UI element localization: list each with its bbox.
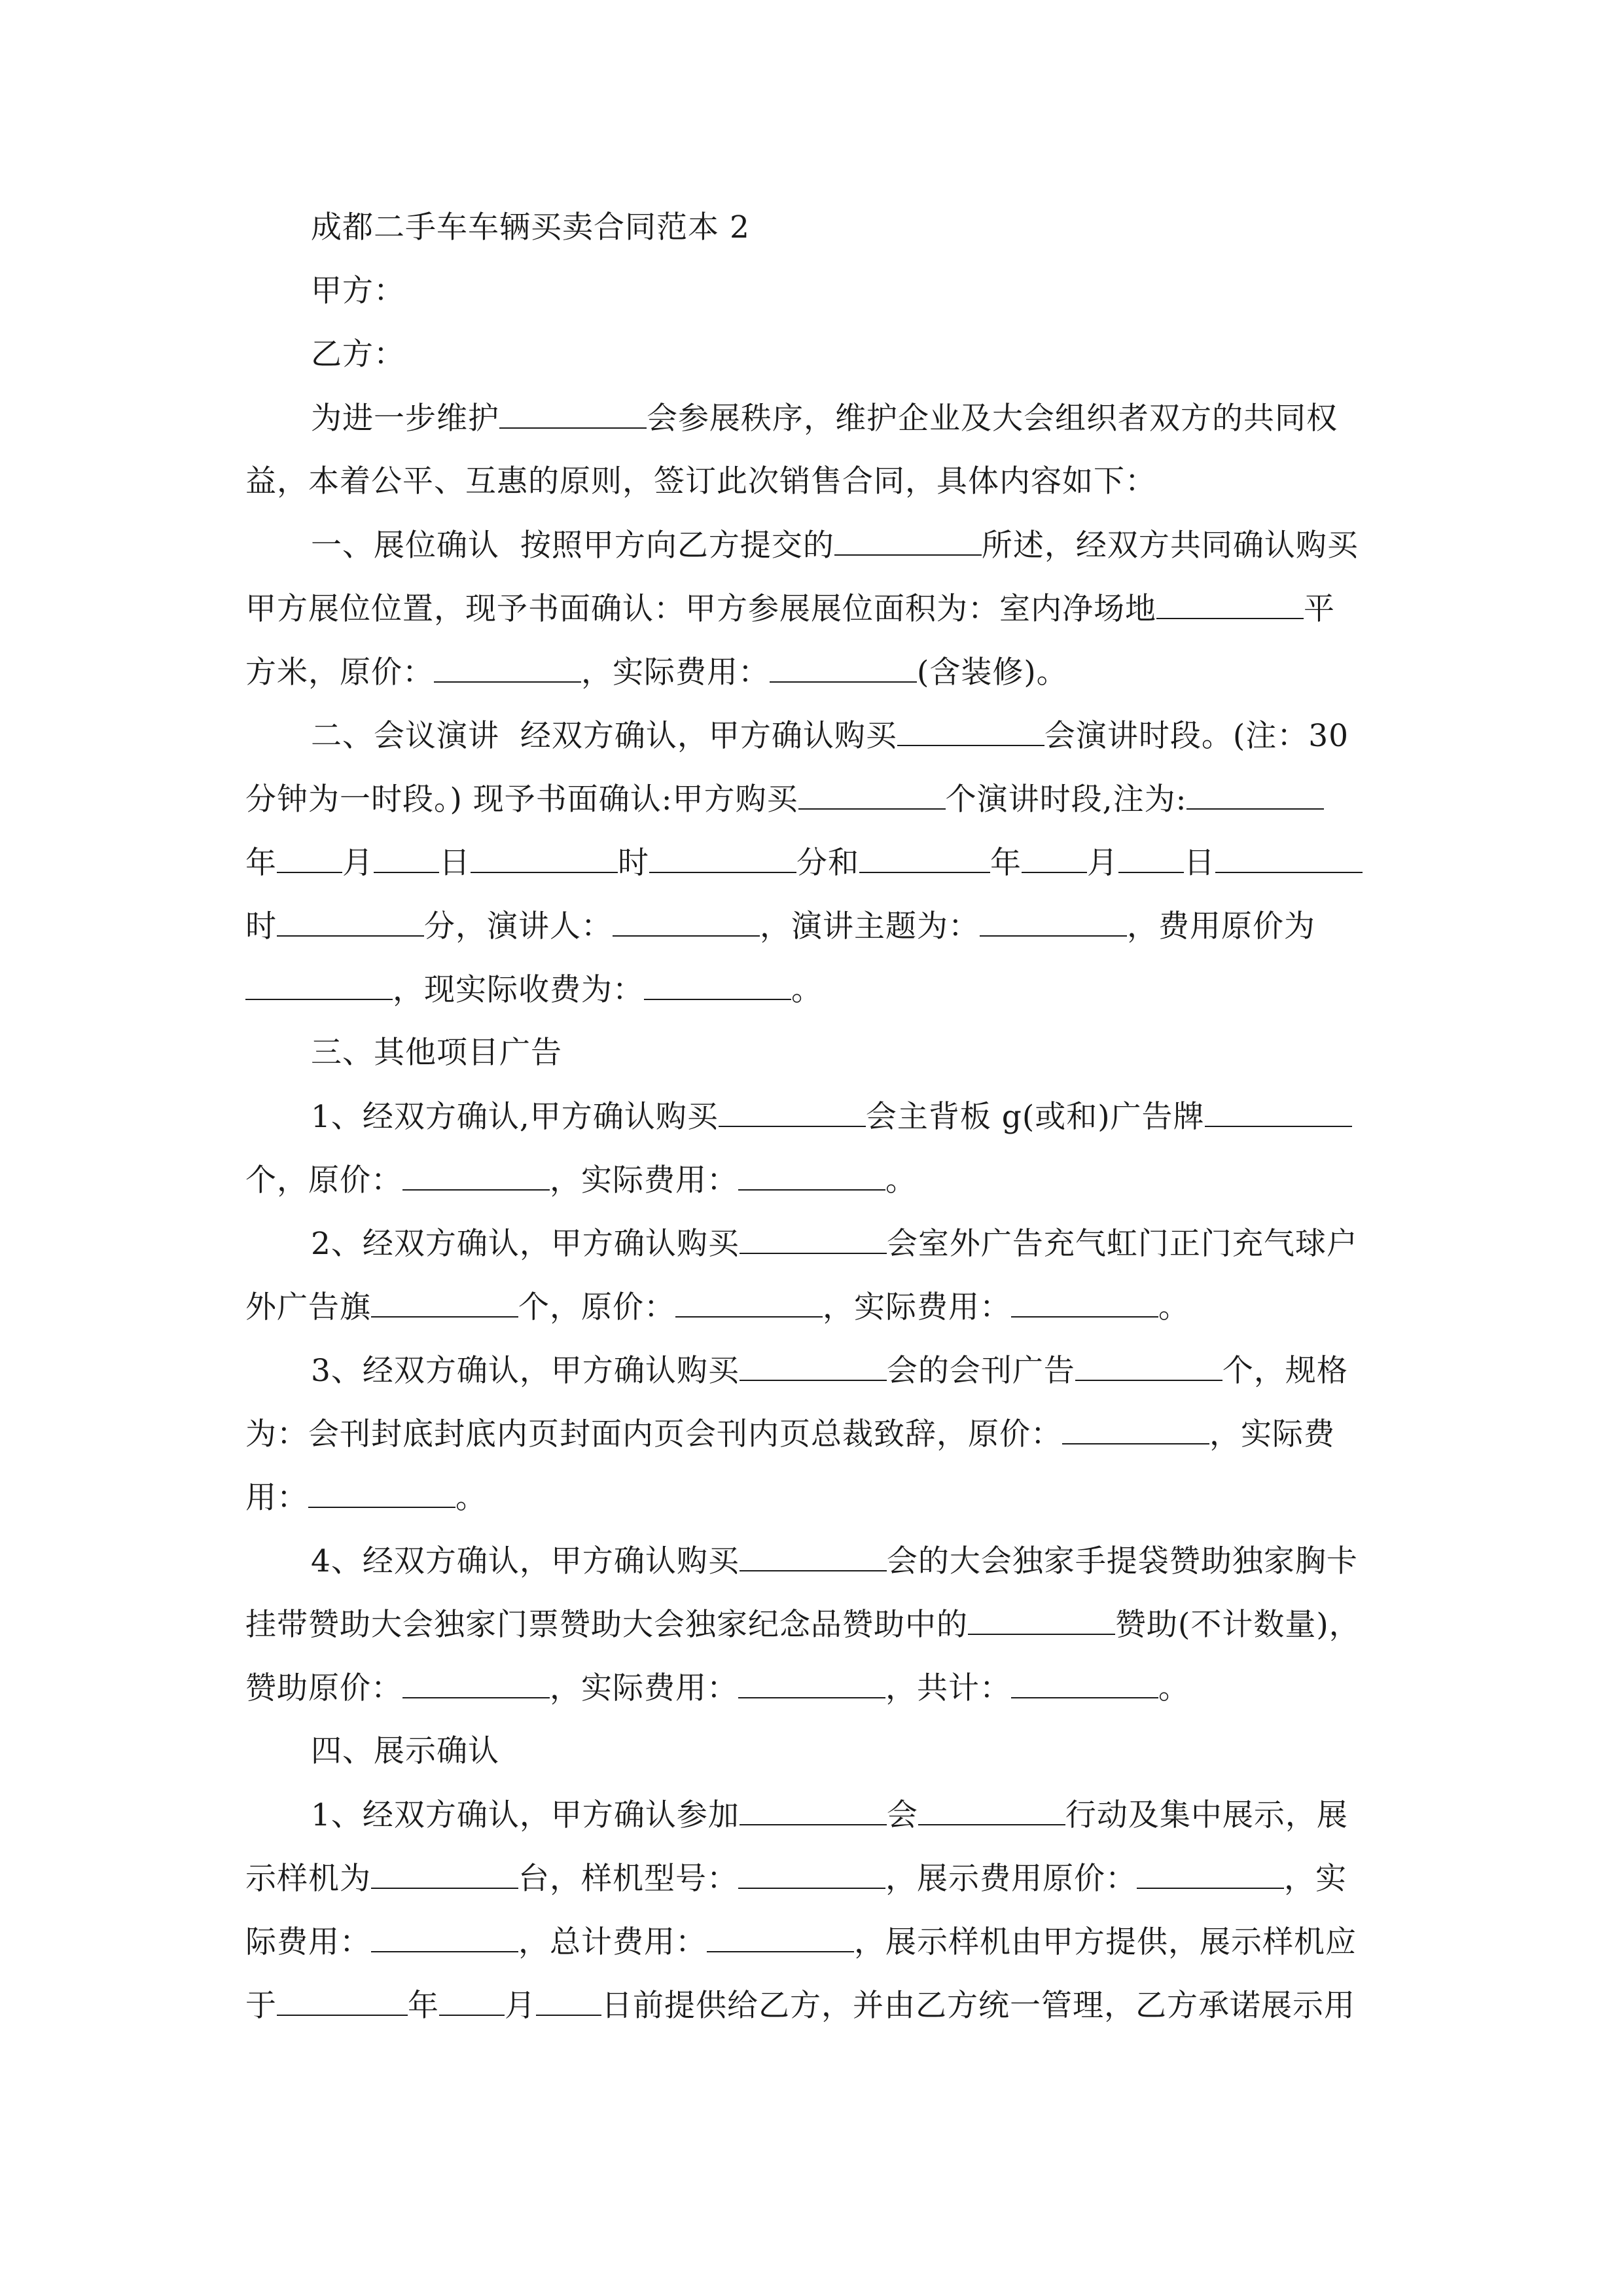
fill-in-blank[interactable] [740, 1795, 887, 1825]
text-line-l17 [311, 1224, 1358, 1264]
text-line-l27 [245, 1859, 1347, 1899]
line-text: 分钟为一时段。) 现予书面确认:甲方购买 [245, 781, 798, 817]
line-text: 际费用： [245, 1924, 371, 1960]
line-text: 平 [1304, 591, 1335, 627]
fill-in-blank[interactable] [1137, 1859, 1284, 1889]
fill-in-blank[interactable] [738, 1160, 885, 1191]
text-line-l09 [311, 716, 1349, 756]
fill-in-blank[interactable] [374, 843, 439, 873]
fill-in-blank[interactable] [719, 1097, 866, 1127]
text-line-l13 [245, 970, 823, 1010]
line-text: 日 [1184, 845, 1215, 881]
line-text: 示样机为 [245, 1861, 371, 1897]
text-line-l22 [311, 1541, 1358, 1581]
fill-in-blank[interactable] [434, 653, 581, 683]
fill-in-blank[interactable] [402, 1668, 550, 1698]
line-text: 分，演讲人： [424, 908, 613, 944]
fill-in-blank[interactable] [770, 653, 917, 683]
line-text: ，实 [1284, 1861, 1347, 1897]
text-line-l28 [245, 1922, 1357, 1962]
line-text: ，总计费用： [518, 1924, 707, 1960]
line-text: 个，规格 [1222, 1353, 1348, 1389]
text-line-l26 [311, 1795, 1348, 1835]
fill-in-blank[interactable] [740, 1541, 887, 1571]
line-text: 年 [245, 845, 277, 881]
line-text: 会的会刊广告 [886, 1353, 1075, 1389]
fill-in-blank[interactable] [738, 1668, 885, 1698]
line-text: 赞助原价： [245, 1670, 402, 1706]
line-text: 月 [1087, 845, 1118, 881]
fill-in-blank[interactable] [613, 906, 760, 937]
line-text: (含装修)。 [917, 655, 1068, 691]
line-text: 行动及集中展示，展 [1065, 1797, 1348, 1833]
fill-in-blank[interactable] [738, 1859, 885, 1889]
line-text: 乙方： [311, 336, 405, 372]
text-line-l29 [245, 1986, 1355, 2026]
line-text: 时 [618, 845, 649, 881]
text-line-l03 [311, 335, 405, 374]
fill-in-blank[interactable] [707, 1922, 854, 1952]
line-text: 1、经双方确认,甲方确认购买 [311, 1099, 719, 1135]
line-text: ，共计： [885, 1670, 1011, 1706]
line-text: 外广告旗 [245, 1289, 371, 1325]
line-text: 赞助(不计数量)， [1115, 1607, 1361, 1643]
text-line-l18 [245, 1287, 1190, 1327]
fill-in-blank[interactable] [834, 526, 982, 556]
line-text: ，展示样机由甲方提供，展示样机应 [854, 1924, 1357, 1960]
text-line-l19 [311, 1351, 1348, 1391]
line-text: 。 [455, 1480, 487, 1516]
line-text: 3、经双方确认，甲方确认购买 [311, 1353, 740, 1389]
line-text: 。 [1158, 1670, 1190, 1706]
line-text: 为：会刊封底封底内页封面内页会刊内页总裁致辞，原价： [245, 1416, 1062, 1452]
fill-in-blank[interactable] [277, 1986, 408, 2016]
line-text: 为进一步维护 [311, 401, 499, 437]
text-line-l20 [245, 1414, 1335, 1454]
text-line-l04 [311, 399, 1338, 439]
line-text: 月 [342, 845, 374, 881]
line-text: 2、经双方确认，甲方确认购买 [311, 1226, 740, 1262]
line-text: 个，原价： [518, 1289, 675, 1325]
line-text: 分和 [796, 845, 859, 881]
fill-in-blank[interactable] [1022, 843, 1087, 873]
text-line-l07 [245, 589, 1335, 629]
line-text: 方米，原价： [245, 655, 434, 691]
line-text: 二、会议演讲 经双方确认，甲方确认购买 [311, 718, 897, 754]
fill-in-blank[interactable] [1156, 589, 1304, 619]
text-line-l16 [245, 1160, 917, 1200]
fill-in-blank[interactable] [277, 906, 424, 937]
fill-in-blank[interactable] [918, 1795, 1065, 1825]
fill-in-blank[interactable] [1062, 1414, 1209, 1444]
fill-in-blank[interactable] [371, 1859, 518, 1889]
line-text: ，费用原价为 [1127, 908, 1315, 944]
line-text: 个，原价： [245, 1162, 402, 1198]
line-text: 挂带赞助大会独家门票赞助大会独家纪念品赞助中的 [245, 1607, 968, 1643]
fill-in-blank[interactable] [859, 843, 990, 873]
line-text: 。 [885, 1162, 917, 1198]
line-text: 甲方展位位置，现予书面确认：甲方参展展位面积为：室内净场地 [245, 591, 1156, 627]
fill-in-blank[interactable] [675, 1287, 823, 1318]
line-text: 所述，经双方共同确认购买 [981, 528, 1359, 564]
fill-in-blank[interactable] [644, 970, 791, 1000]
fill-in-blank[interactable] [968, 1605, 1115, 1635]
line-text: 三、其他项目广告 [311, 1035, 562, 1071]
line-text: ，演讲主题为： [760, 908, 980, 944]
fill-in-blank[interactable] [245, 970, 393, 1000]
fill-in-blank[interactable] [798, 780, 946, 810]
line-text: 益，本着公平、互惠的原则，签订此次销售合同，具体内容如下： [245, 463, 1156, 499]
line-text: 。 [791, 972, 823, 1008]
line-text: ，实际费用： [550, 1162, 738, 1198]
line-text: 年 [408, 1988, 439, 2024]
fill-in-blank[interactable] [740, 1224, 887, 1254]
line-text: 月 [505, 1988, 536, 2024]
text-line-l15 [311, 1097, 1352, 1137]
fill-in-blank[interactable] [277, 843, 342, 873]
line-text: 日 [439, 845, 471, 881]
text-line-l06 [311, 526, 1359, 565]
fill-in-blank[interactable] [897, 716, 1044, 746]
line-text: ，实际费用： [550, 1670, 738, 1706]
line-text: ，实际费 [1209, 1416, 1335, 1452]
line-text: 会室外广告充气虹门正门充气球户 [886, 1226, 1358, 1262]
line-text: 年 [990, 845, 1022, 881]
fill-in-blank[interactable] [649, 843, 796, 873]
text-line-l11 [245, 843, 1363, 883]
line-text: 用： [245, 1480, 308, 1516]
line-text: 台，样机型号： [518, 1861, 738, 1897]
fill-in-blank[interactable] [499, 399, 647, 429]
text-line-l12 [245, 906, 1315, 946]
text-line-l14 [311, 1033, 562, 1073]
fill-in-blank[interactable] [1118, 843, 1184, 873]
line-text: 4、经双方确认，甲方确认购买 [311, 1543, 740, 1579]
line-text: 甲方： [311, 273, 405, 309]
text-line-l08 [245, 653, 1068, 692]
line-text: 会参展秩序，维护企业及大会组织者双方的共同权 [647, 401, 1338, 437]
fill-in-blank[interactable] [371, 1922, 518, 1952]
text-line-l01 [311, 208, 750, 247]
line-text: 1、经双方确认，甲方确认参加 [311, 1797, 740, 1833]
line-text: 会演讲时段。(注：30 [1044, 718, 1349, 754]
line-text: 时 [245, 908, 277, 944]
line-text: 会主背板 g(或和)广告牌 [865, 1099, 1205, 1135]
line-text: ，实际费用： [581, 655, 770, 691]
fill-in-blank[interactable] [1011, 1287, 1158, 1318]
fill-in-blank[interactable] [371, 1287, 518, 1318]
line-text: ，实际费用： [823, 1289, 1011, 1325]
line-text: 一、展位确认 按照甲方向乙方提交的 [311, 528, 834, 564]
line-text: 四、展示确认 [311, 1733, 499, 1769]
line-text: 成都二手车车辆买卖合同范本 2 [311, 209, 750, 245]
fill-in-blank[interactable] [740, 1351, 887, 1381]
fill-in-blank[interactable] [1205, 1097, 1352, 1127]
line-text: ，现实际收费为： [393, 972, 644, 1008]
line-text: 会的大会独家手提袋赞助独家胸卡 [886, 1543, 1358, 1579]
fill-in-blank[interactable] [1215, 843, 1363, 873]
line-text: 于 [245, 1988, 277, 2024]
fill-in-blank[interactable] [308, 1478, 455, 1508]
text-line-l10 [245, 780, 1324, 819]
text-line-l24 [245, 1668, 1190, 1708]
text-line-l21 [245, 1478, 487, 1518]
line-text: 。 [1158, 1289, 1190, 1325]
line-text: ，展示费用原价： [885, 1861, 1137, 1897]
fill-in-blank[interactable] [471, 843, 618, 873]
fill-in-blank[interactable] [402, 1160, 550, 1191]
fill-in-blank[interactable] [536, 1986, 601, 2016]
line-text: 日前提供给乙方，并由乙方统一管理，乙方承诺展示用 [601, 1988, 1355, 2024]
text-line-l25 [311, 1732, 499, 1771]
fill-in-blank[interactable] [1011, 1668, 1158, 1698]
fill-in-blank[interactable] [980, 906, 1127, 937]
line-text: 会 [886, 1797, 918, 1833]
line-text: 个演讲时段,注为: [945, 781, 1187, 817]
fill-in-blank[interactable] [1075, 1351, 1222, 1381]
fill-in-blank[interactable] [439, 1986, 505, 2016]
fill-in-blank[interactable] [1186, 780, 1324, 810]
text-line-l05 [245, 462, 1156, 501]
text-line-l23 [245, 1605, 1361, 1645]
text-line-l02 [311, 272, 405, 311]
